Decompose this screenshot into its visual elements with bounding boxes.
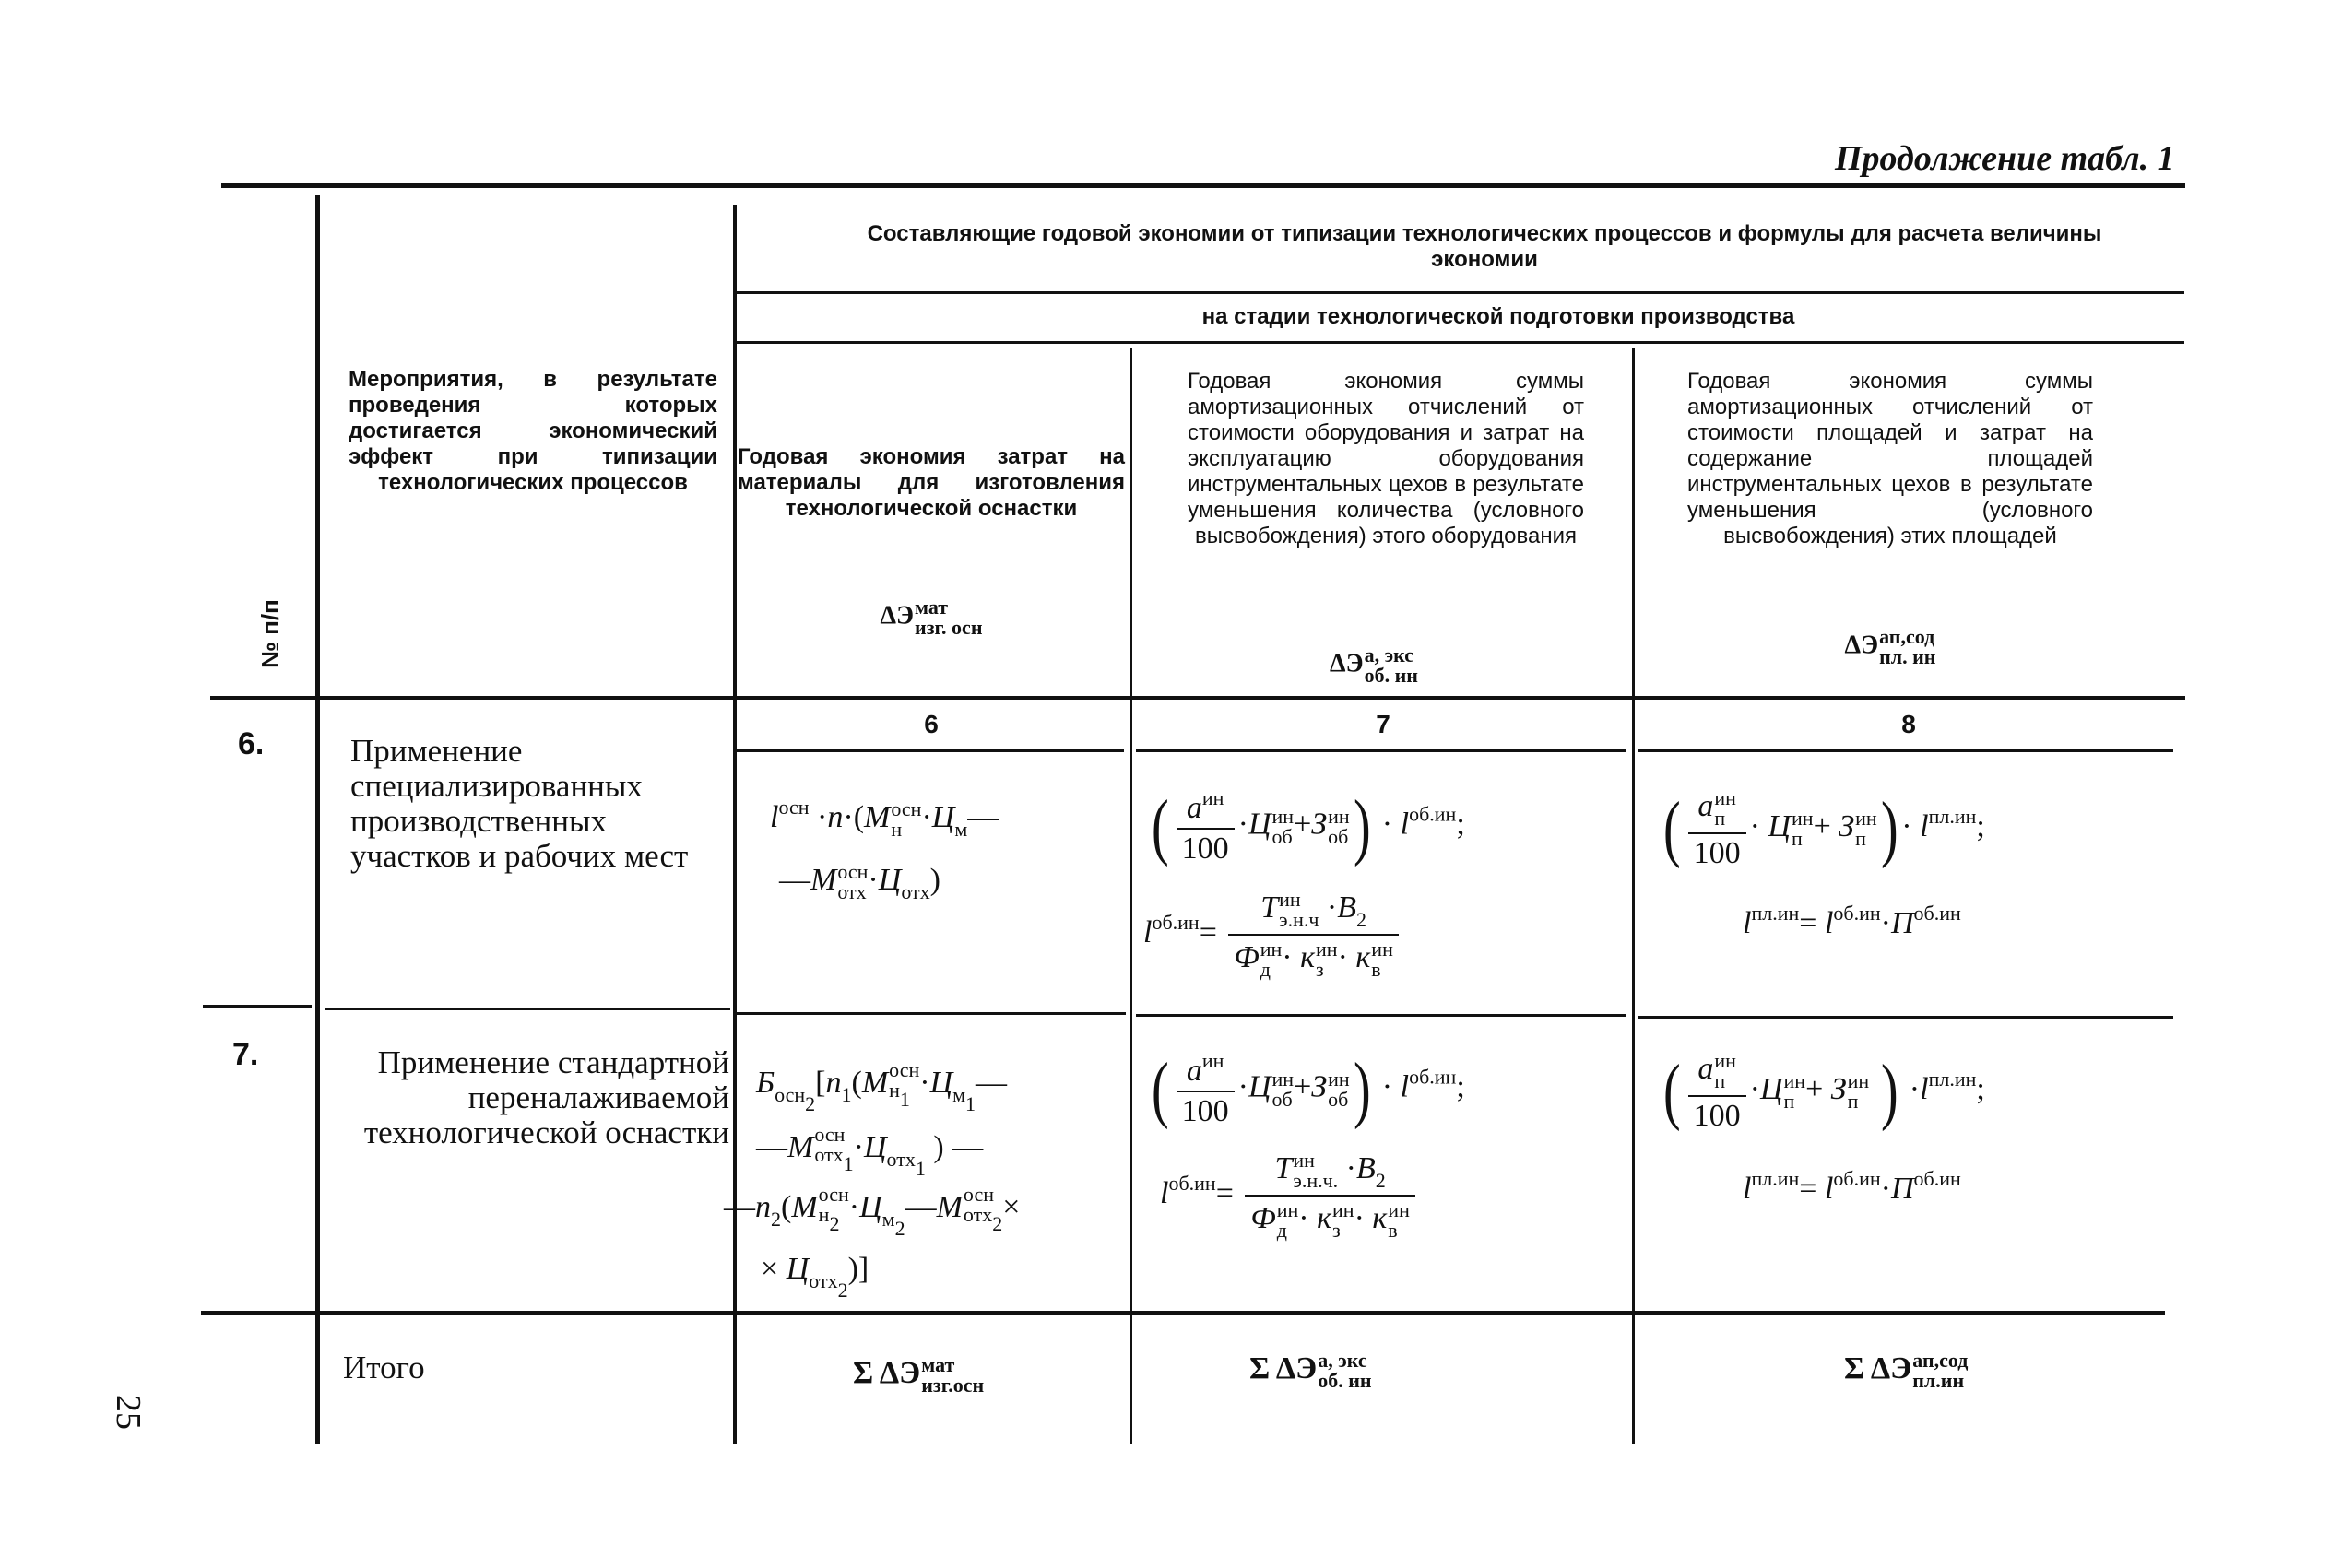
totals-c8-sup-a: а xyxy=(1912,1349,1922,1372)
header-rule-1 xyxy=(737,291,2184,294)
column-number-6: 6 xyxy=(924,710,939,738)
totals-c8-main: ΔЭ xyxy=(1870,1350,1912,1385)
col6-header-text: Годовая экономия затрат на материалы для изготовления технологической оснастки xyxy=(738,444,1125,521)
col7-symbol-sub: об. ин xyxy=(1364,664,1418,687)
totals-c7-sub: об. ин xyxy=(1318,1369,1372,1392)
col8-symbol-main: ΔЭ xyxy=(1844,631,1879,660)
totals-c7-main: ΔЭ xyxy=(1275,1350,1318,1385)
col6-symbol-sup: мат xyxy=(915,595,949,619)
row-separator-c8 xyxy=(1638,1016,2173,1019)
totals-c7 xyxy=(1249,1350,1372,1391)
column-number-7: 7 xyxy=(1376,710,1390,738)
row-6-formula-c7-line1: ( $\frac{a^{ин}}{100}$ ·Ц ин об +З ин об ) · $l^{об.ин}$; xyxy=(1151,785,1465,867)
col8-symbol-sup-a: а xyxy=(1879,625,1889,648)
row-6-formula-c7-line2: $l^{об.ин}=$ T ин э.н.ч $\cdot B_2$ Ф ин д · к ин з · к ин в xyxy=(1143,890,1402,980)
col8-symbol-sup-psod: п,сод xyxy=(1888,625,1935,648)
col6-symbol-sub: изг. осн xyxy=(915,616,983,639)
col8-header-text: Годовая экономия суммы амортизационных отчислений от стоимости площадей и затрат на содержание площадей инструментальных цехов в результате уменьшения (условного высвобождения) этих площадей xyxy=(1687,369,2093,548)
row-6-measure: Применение специализированных производственных участков и рабочих мест xyxy=(350,733,689,874)
col-number-rule-7 xyxy=(1136,749,1626,752)
measures-column-header: Мероприятия, в результате проведения которых достигается экономический эффект при типизации технологических процессов xyxy=(349,367,717,495)
column-number-8: 8 xyxy=(1901,710,1916,738)
totals-c6-sup: мат xyxy=(921,1353,955,1376)
row-separator-measure xyxy=(325,1008,730,1010)
row-7-formula-c6-line4: × $Ц_{отх_2}$)] xyxy=(761,1252,869,1302)
page-number: 25 xyxy=(109,1395,148,1430)
row-7-measure: Применение стандартной переналаживаемой технологической оснастки xyxy=(363,1044,729,1150)
totals-c7-sup: а, экс xyxy=(1318,1349,1367,1372)
totals-c8 xyxy=(1844,1350,1968,1391)
header-rule-2 xyxy=(737,341,2184,344)
col7-symbol-sup: а, экс xyxy=(1364,643,1413,666)
row-7-formula-c8-line1: ( a ин п 100 ·Ц ин п + З ин п ) $\cdot l^{пл.ин}$; xyxy=(1662,1049,1985,1133)
totals-c8-sub: пл.ин xyxy=(1912,1369,1965,1392)
components-header: Составляющие годовой экономии от типизации технологических процессов и формулы для расчета величины экономии xyxy=(867,221,2102,272)
totals-label: Итого xyxy=(343,1350,425,1385)
col8-symbol-sub: пл. ин xyxy=(1879,645,1936,668)
row-7-formula-c6-line2: —M осн отх$_1$ $\cdot Ц_{отх_1}$ ) — xyxy=(756,1123,984,1180)
table-vline-4 xyxy=(1632,348,1635,1444)
row-7-formula-c6-line1: $Б_{осн_2}[n_1(M$ осн $н_1$ $\cdot Ц_{м_1}—$ xyxy=(756,1058,1008,1115)
row-7-formula-c7-line2: $l^{об.ин}=$ T ин э.н.ч. $\cdot B_2$ Ф ин д · к ин з · к ин в xyxy=(1160,1150,1419,1241)
row-7-formula-c6-line3: $—n_2(M$ осн $н_2$ $\cdot Ц_{м_2}—M$ осн отх$_2$ × xyxy=(724,1183,1021,1240)
row-separator-c6 xyxy=(737,1012,1126,1015)
totals-c6 xyxy=(853,1355,984,1396)
totals-c7-sigma: Σ xyxy=(1249,1350,1271,1385)
totals-c8-sigma: Σ xyxy=(1844,1350,1865,1385)
row-7-formula-c8-line2: $l^{пл.ин}= l^{об.ин}\cdot П^{об.ин}$ xyxy=(1743,1167,1961,1206)
table-top-rule xyxy=(221,183,2185,188)
col8-symbol xyxy=(1770,627,2010,667)
col7-symbol xyxy=(1254,645,1494,686)
col6-symbol-main: ΔЭ xyxy=(880,601,915,631)
row-6-formula-c8-line2: $l^{пл.ин}= l^{об.ин}\cdot П^{об.ин}$ xyxy=(1743,902,1961,940)
totals-c6-main: ΔЭ xyxy=(879,1355,921,1390)
col6-symbol xyxy=(811,597,1051,638)
totals-c8-sup-psod: п,сод xyxy=(1922,1349,1969,1372)
row-6-formula-c8-line1: ( a ин п 100 · Ц ин п + З ин п ) · $l^{пл.ин}$; xyxy=(1662,786,1985,870)
row-6-formula-c6-line2: —M осн отх $\cdot Ц_{отх}$) xyxy=(779,860,940,903)
table-continuation-caption: Продолжение табл. 1 xyxy=(1835,139,2175,178)
row-separator-left xyxy=(203,1005,312,1008)
header-bottom-rule xyxy=(210,696,2185,700)
totals-c6-sigma: Σ xyxy=(853,1355,874,1390)
table-vline-3 xyxy=(1130,348,1132,1444)
col7-symbol-main: ΔЭ xyxy=(1330,649,1364,678)
totals-top-rule xyxy=(201,1311,2165,1315)
row-separator-c7 xyxy=(1136,1014,1626,1017)
table-vline-1 xyxy=(315,195,320,1444)
col-number-rule-6 xyxy=(737,749,1124,752)
row-number-6: 6. xyxy=(238,726,265,761)
col7-header-text: Годовая экономия суммы амортизационных отчислений от стоимости оборудования и затрат на эксплуатацию оборудования инструментальных цехов в результате уменьшения количества (условного высвобождения) этого оборудования xyxy=(1188,369,1584,548)
row-number-column-header: № п/п xyxy=(256,599,284,668)
row-6-formula-c6-line1: $l^{осн} \cdot n\cdot(M$ осн н $\cdot Ц_м—$ xyxy=(770,796,999,842)
totals-c6-sub: изг.осн xyxy=(921,1373,985,1397)
stage-header: на стадии технологической подготовки производства xyxy=(1201,304,1795,329)
row-number-7: 7. xyxy=(232,1037,259,1072)
table-vline-2 xyxy=(733,205,737,1444)
row-7-formula-c7-line1: ( $\frac{a^{ин}}{100}$ ·Ц ин об +З ин об ) · $l^{об.ин}$; xyxy=(1151,1048,1465,1130)
col-number-rule-8 xyxy=(1638,749,2173,752)
